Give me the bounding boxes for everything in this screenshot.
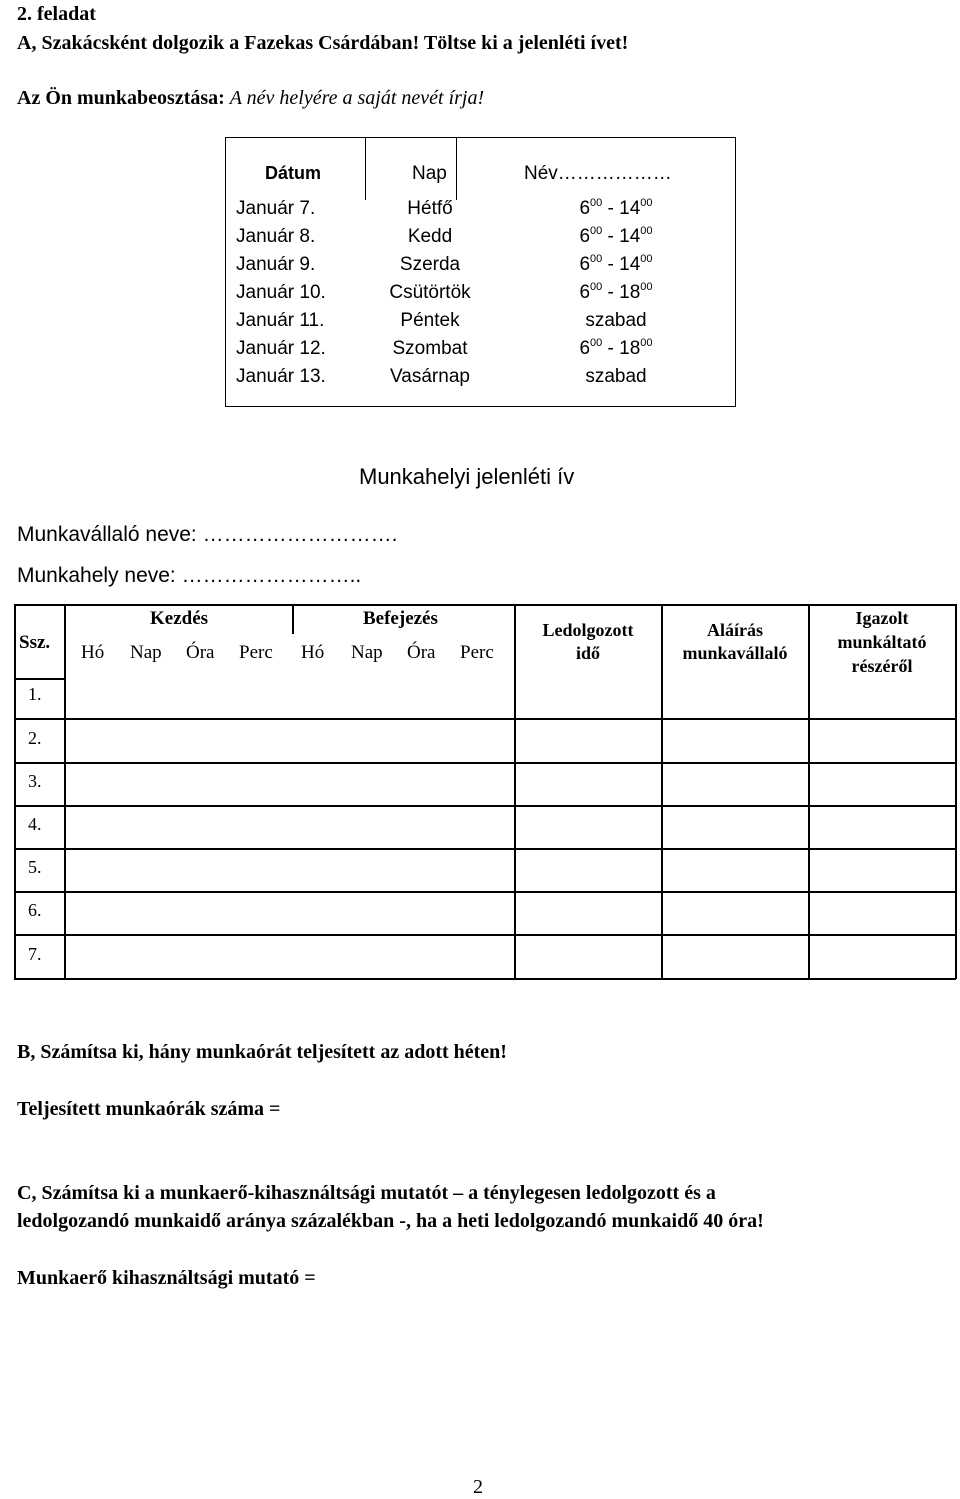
shift-end-minute: 00 <box>640 225 653 237</box>
col-verified-3: részéről <box>851 656 913 676</box>
shift-start-hour: 6 <box>579 254 591 275</box>
col-ssz: Ssz. <box>19 632 51 653</box>
schedule-shift: szabad <box>585 310 647 331</box>
col-worked-2: idő <box>575 643 600 663</box>
form-title: Munkahelyi jelenléti ív <box>359 464 575 489</box>
schedule-header-name: Név……………… <box>524 163 672 184</box>
col-end-hour: Óra <box>407 642 436 663</box>
schedule-date: Január 9. <box>236 254 316 275</box>
shift-end-minute: 00 <box>640 197 653 209</box>
col-end-day: Nap <box>351 642 383 663</box>
schedule-label: Az Ön munkabeosztása: <box>17 87 225 109</box>
question-c-line2: ledolgozandó munkaidő aránya százalékban -, ha a heti ledolgozandó munkaidő 40 óra! <box>17 1210 764 1232</box>
schedule-date: Január 13. <box>236 366 326 387</box>
schedule-hint: A név helyére a saját nevét írja! <box>229 87 485 109</box>
shift-separator: - <box>602 282 620 303</box>
shift-separator: - <box>602 198 620 219</box>
schedule-shift <box>526 223 706 251</box>
schedule-row <box>226 307 735 335</box>
shift-start-minute: 00 <box>590 337 603 349</box>
col-sign-1: Aláírás <box>707 620 763 640</box>
shift-end-hour: 18 <box>619 282 641 303</box>
schedule-date: Január 8. <box>236 226 316 247</box>
question-c-answer: Munkaerő kihasználtsági mutató = <box>17 1267 316 1289</box>
row-number: 7. <box>28 944 42 964</box>
schedule-row <box>226 223 735 251</box>
col-verified-1: Igazolt <box>855 608 909 628</box>
shift-end-hour: 14 <box>619 226 641 247</box>
schedule-row <box>226 335 735 363</box>
schedule-day: Szombat <box>392 338 468 359</box>
col-start-day: Nap <box>130 642 162 663</box>
schedule-shift <box>526 279 706 307</box>
schedule-shift: szabad <box>585 366 647 387</box>
schedule-row <box>226 251 735 279</box>
schedule-shift <box>526 195 706 223</box>
shift-start-hour: 6 <box>579 226 591 247</box>
row-number: 2. <box>28 728 42 748</box>
schedule-shift <box>526 251 706 279</box>
col-worked-1: Ledolgozott <box>542 620 634 640</box>
schedule-row <box>226 363 735 391</box>
shift-start-hour: 6 <box>579 282 591 303</box>
row-number: 1. <box>28 684 42 704</box>
schedule-table <box>225 137 736 407</box>
schedule-day: Vasárnap <box>390 366 470 387</box>
col-end-minute: Perc <box>460 642 494 663</box>
col-verified-2: munkáltató <box>837 632 927 652</box>
col-end: Befejezés <box>363 608 438 629</box>
schedule-caption <box>17 86 484 110</box>
schedule-row <box>226 195 735 223</box>
shift-separator: - <box>602 226 620 247</box>
schedule-day: Hétfő <box>407 198 453 219</box>
shift-start-hour: 6 <box>579 338 591 359</box>
row-number: 6. <box>28 900 42 920</box>
col-start-hour: Óra <box>186 642 215 663</box>
question-c-line1: C, Számítsa ki a munkaerő-kihasználtsági mutatót – a ténylegesen ledolgozott és a <box>17 1182 716 1204</box>
col-end-month: Hó <box>301 642 325 663</box>
task-heading: 2. feladat <box>17 3 96 25</box>
task-instruction: A, Szakácsként dolgozik a Fazekas Csárdában! Töltse ki a jelenléti ívet! <box>17 32 629 54</box>
shift-start-minute: 00 <box>590 225 603 237</box>
schedule-day: Kedd <box>407 226 453 247</box>
row-number: 5. <box>28 857 42 877</box>
row-number: 3. <box>28 771 42 791</box>
shift-separator: - <box>602 338 620 359</box>
shift-end-minute: 00 <box>640 281 653 293</box>
schedule-day: Szerda <box>399 254 461 275</box>
col-start-minute: Perc <box>239 642 273 663</box>
shift-end-hour: 18 <box>619 338 641 359</box>
row-number: 4. <box>28 814 42 834</box>
schedule-date: Január 10. <box>236 282 326 303</box>
shift-start-hour: 6 <box>579 198 591 219</box>
schedule-day: Péntek <box>400 310 460 331</box>
schedule-date: Január 12. <box>236 338 326 359</box>
shift-separator: - <box>602 254 620 275</box>
schedule-header-day: Nap <box>412 163 447 184</box>
col-start-month: Hó <box>81 642 105 663</box>
workplace-name-label: Munkahely neve: …………………….. <box>17 564 362 587</box>
schedule-row <box>226 279 735 307</box>
schedule-day: Csütörtök <box>389 282 471 303</box>
shift-end-hour: 14 <box>619 254 641 275</box>
col-sign-2: munkavállaló <box>682 643 788 663</box>
page-number: 2 <box>473 1476 483 1498</box>
shift-start-minute: 00 <box>590 197 603 209</box>
schedule-date: Január 11. <box>236 310 325 331</box>
shift-start-minute: 00 <box>590 253 603 265</box>
schedule-header-date: Dátum <box>265 163 322 183</box>
question-b-answer: Teljesített munkaórák száma = <box>17 1098 281 1120</box>
employee-name-label: Munkavállaló neve: ………………………. <box>17 523 398 546</box>
shift-end-minute: 00 <box>640 253 653 265</box>
shift-end-minute: 00 <box>640 337 653 349</box>
shift-end-hour: 14 <box>619 198 641 219</box>
schedule-date: Január 7. <box>236 198 316 219</box>
schedule-shift <box>526 335 706 363</box>
col-start: Kezdés <box>150 608 209 629</box>
shift-start-minute: 00 <box>590 281 603 293</box>
question-b: B, Számítsa ki, hány munkaórát teljesített az adott héten! <box>17 1041 507 1063</box>
